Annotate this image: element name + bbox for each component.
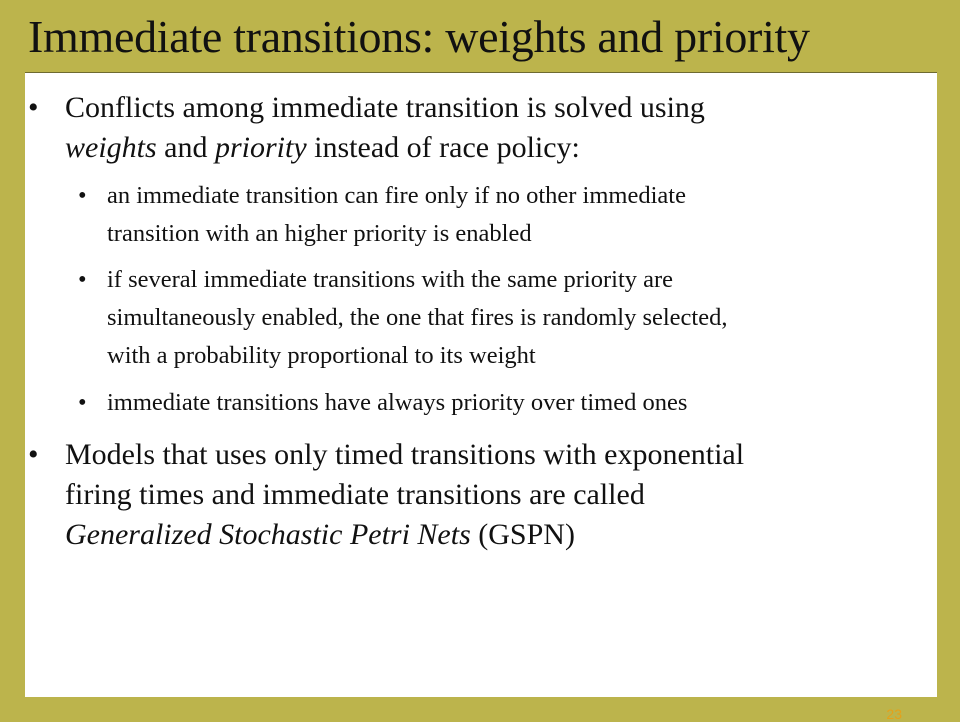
sub-bullet-same-priority	[78, 261, 728, 375]
bullet-dot: •	[78, 182, 87, 209]
slide-title: Immediate transitions: weights and priority	[28, 11, 810, 62]
bullet-conflicts	[28, 88, 705, 168]
page-number: 23	[886, 706, 902, 722]
connector-text: and	[156, 131, 215, 164]
bullet-line	[65, 515, 744, 555]
bullet-line-rest: instead of race policy:	[306, 131, 580, 164]
bullet-dot: •	[28, 91, 39, 124]
priority-term: priority	[215, 131, 307, 164]
weights-term: weights	[65, 131, 157, 164]
bullet-dot: •	[78, 266, 87, 293]
sub-bullet-line: if several immediate transitions with the same priority are	[107, 266, 674, 293]
sub-bullet-line: simultaneously enabled, the one that fires is randomly selected,	[107, 304, 728, 331]
sub-bullet-line: with a probability proportional to its weight	[107, 342, 536, 369]
sub-bullet-fire-only	[78, 177, 686, 253]
sub-bullet-always-priority	[78, 384, 688, 422]
bullet-line: firing times and immediate transitions are called	[65, 478, 645, 511]
bullet-dot: •	[78, 389, 87, 416]
sub-bullet-line: immediate transitions have always priority over timed ones	[107, 389, 688, 416]
bullet-line: Conflicts among immediate transition is solved using	[65, 91, 705, 124]
gspn-acronym: (GSPN)	[470, 518, 575, 551]
bullet-line: Models that uses only timed transitions with exponential	[65, 438, 745, 471]
bullet-gspn	[28, 435, 745, 555]
gspn-term: Generalized Stochastic Petri Nets	[65, 518, 471, 551]
bullet-dot: •	[28, 438, 39, 471]
slide-content-panel	[25, 72, 937, 697]
sub-bullet-line: transition with an higher priority is enabled	[107, 220, 532, 247]
bullet-line	[65, 128, 705, 168]
sub-bullet-line: an immediate transition can fire only if no other immediate	[107, 182, 686, 209]
